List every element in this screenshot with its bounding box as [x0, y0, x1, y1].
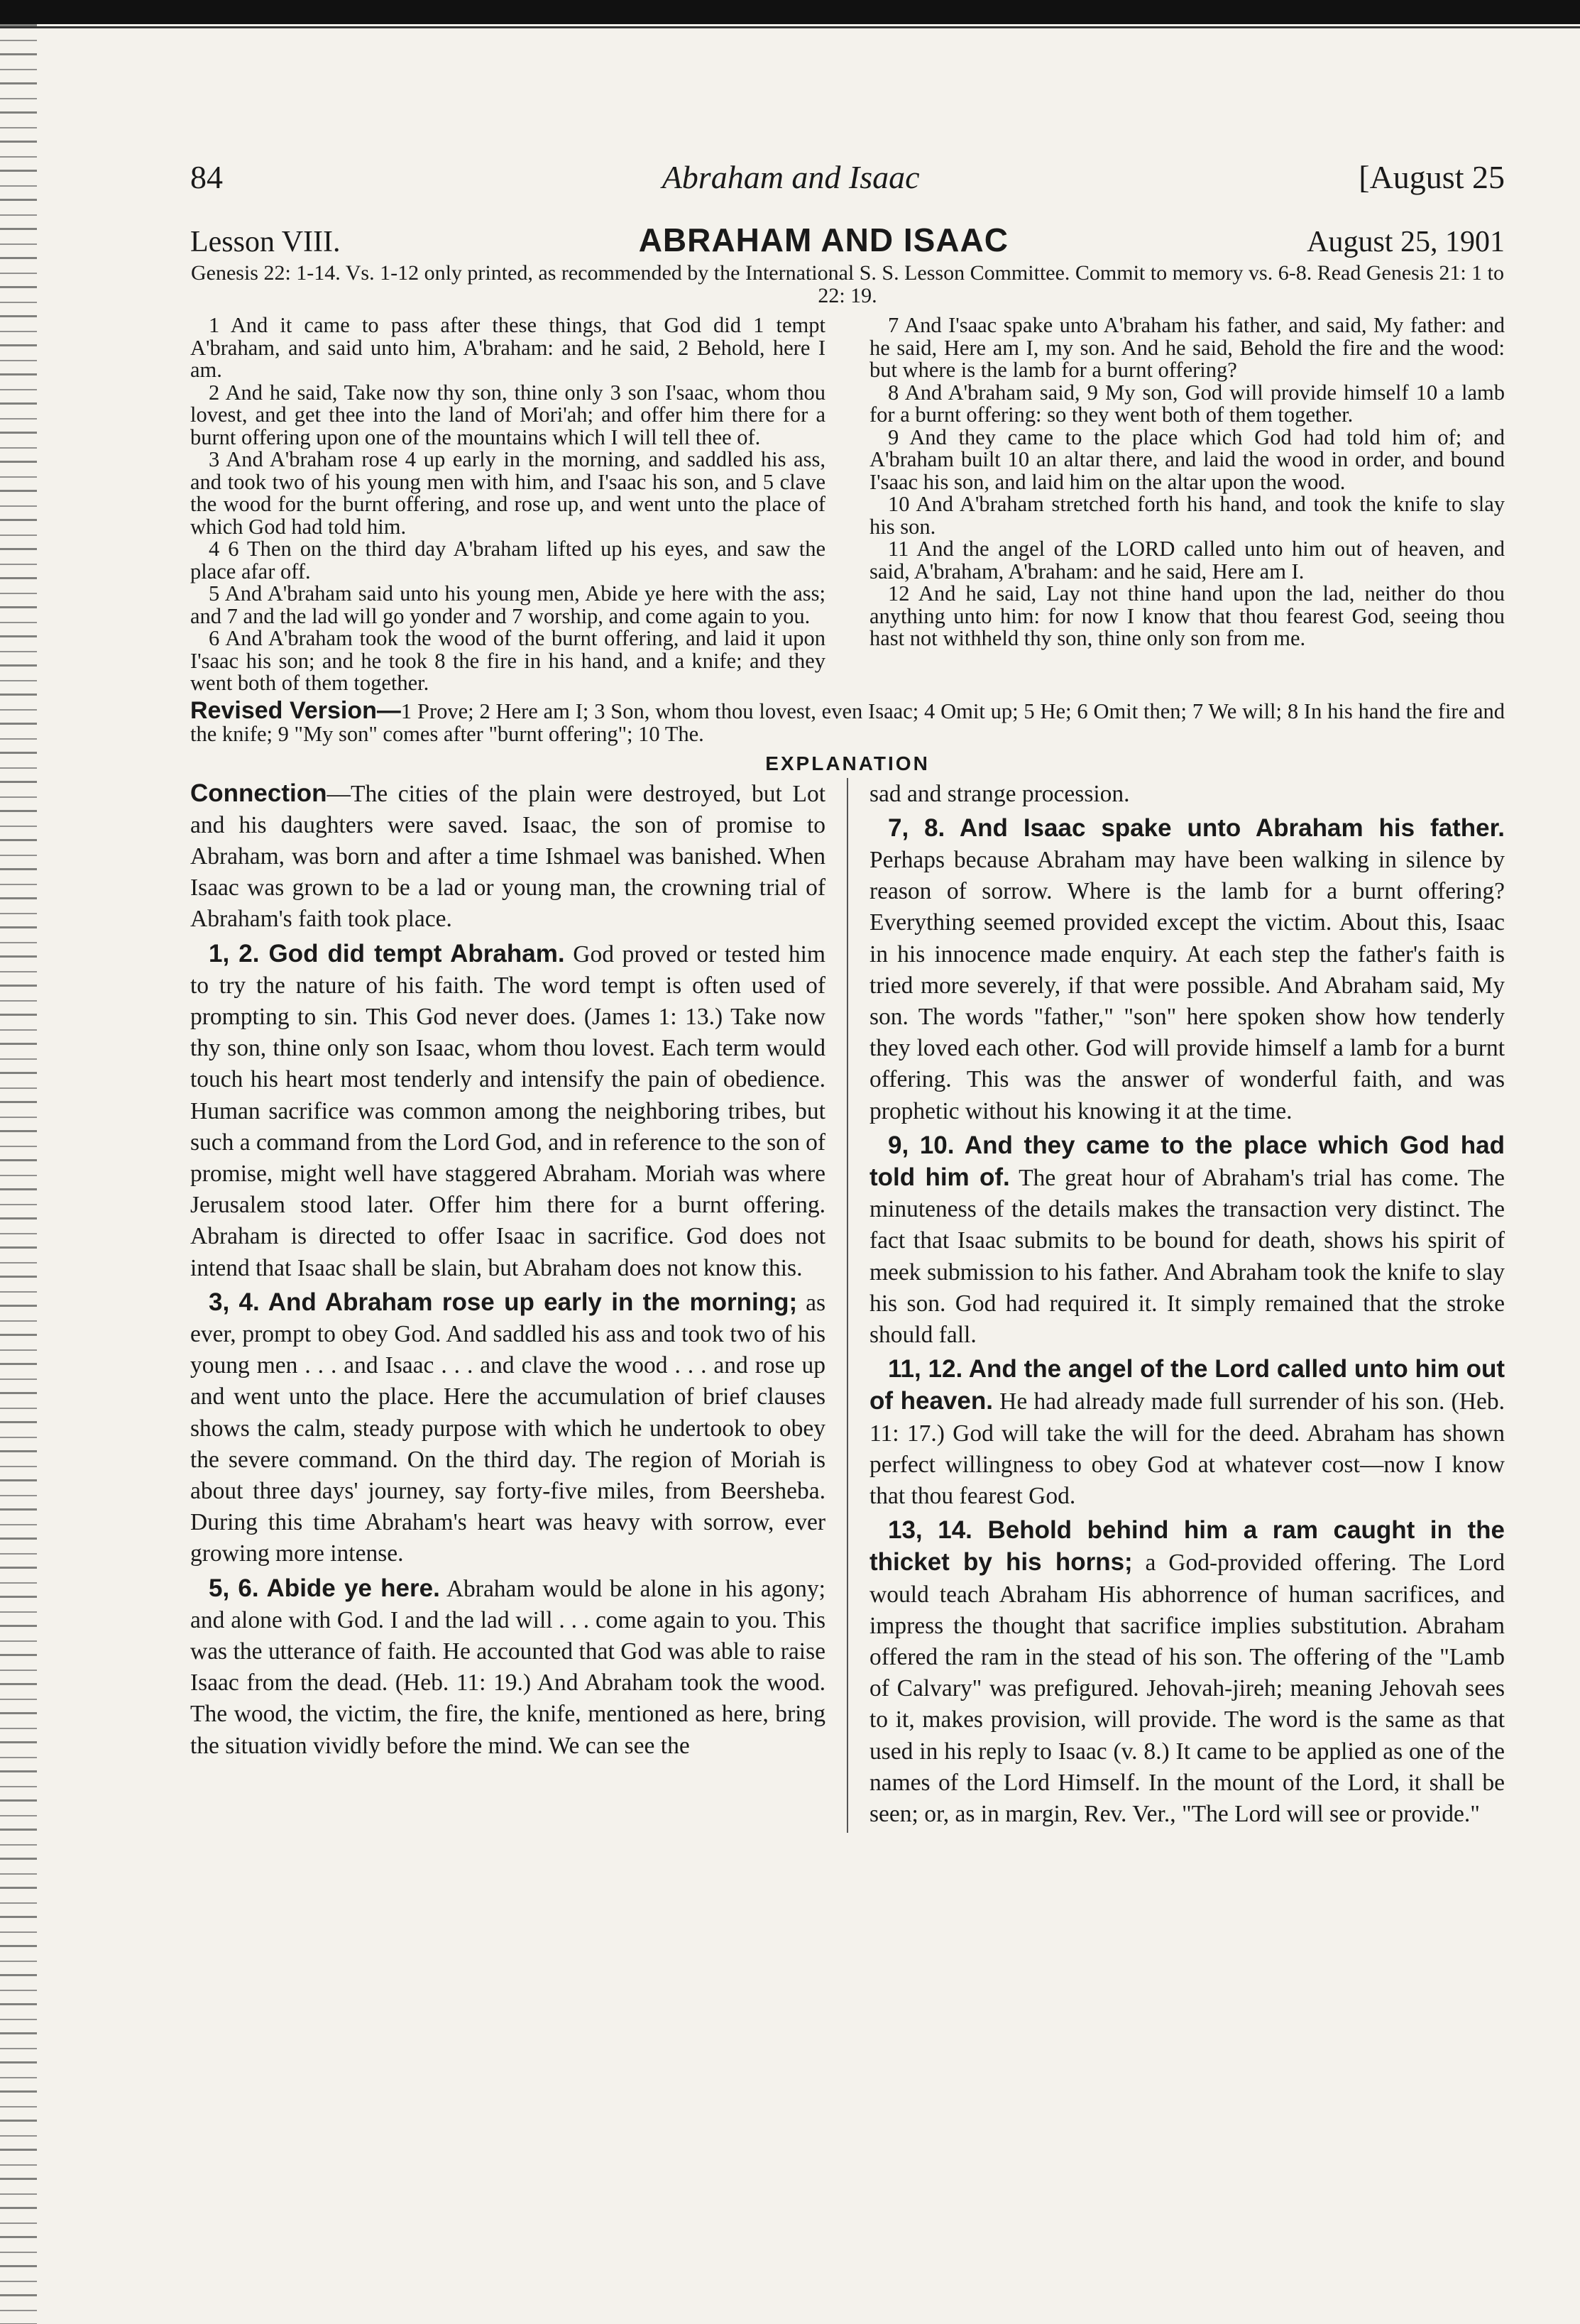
paragraph-lead: 13, 14. Behold behind him a ram caught in the thicket by his horns;: [869, 1516, 1505, 1577]
paragraph: [869, 1515, 1505, 1830]
explanation-right: [869, 778, 1505, 1834]
column-divider: [847, 778, 848, 1834]
paragraph-text: God proved or tested him to try the nature of his faith. The word tempt is often used of prompting to sin. This God never does. (James 1: 13.) Take now thy son, thine only son Isaac, whom thou lovest. Each term would touch his heart most tenderly and intensify the pain of obedience. Human sacrifice was common among the neighboring tribes, but such a command from the Lord God, and in reference to the son of promise, might well have staggered Abraham. Moriah was where Jerusalem stood later. Offer him there for a burnt offering. Abraham is directed to offer Isaac in sacrifice. God does not intend that Isaac shall be slain, but Abraham does not know this.: [190, 941, 825, 1281]
paragraph: [190, 1573, 825, 1762]
paragraph-text: Abraham would be alone in his agony; and alone with God. I and the lad will . . . come again to you. This was the utterance of faith. He accounted that God was able to raise Isaac from the dead. (Heb. 11: 19.) And Abraham took the wood. The wood, the victim, the fire, the knife, mentioned as here, bring the situation vividly before the mind. We can see the: [190, 1575, 825, 1759]
paragraph-lead: 3, 4. And Abraham rose up early in the morning;: [209, 1288, 798, 1316]
paragraph: [190, 1287, 825, 1570]
running-header: [190, 158, 1505, 197]
paragraph-text: He had already made full surrender of his son. (Heb. 11: 17.) God will take the will for the deed. Abraham has shown perfect willingness to obey God at whatever cost—now I know that thou fearest God.: [869, 1388, 1505, 1509]
date-tag: [August 25: [1359, 159, 1505, 195]
paragraph-text: Perhaps because Abraham may have been walking in silence by reason of sorrow. Where is the lamb for a burnt offering? Everything seemed provided except the victim. About this, Isaac in his innocence made enquiry. At each step the father's faith is tried more severely, if that were possible. And Abraham said, My son. The words "father," "son" here spoken show how tenderly they loved each other. God will provide himself a lamb for a burnt offering. This was the answer of wonderful faith, and was prophetic without his knowing it at the time.: [869, 846, 1505, 1124]
scripture-columns: [190, 314, 1505, 695]
verse: 9 And they came to the place which God had told him of; and A'braham built 10 an altar there, and laid the wood in order, and bound I'saac his son, and laid him on the altar upon the wood.: [869, 424, 1505, 494]
verse: 7 And I'saac spake unto A'braham his father, and said, My father: and he said, Here am I, my son. And he said, Behold the fire and the wood: but where is the lamb for a burnt offering?: [869, 313, 1505, 382]
revised-version: [190, 696, 1505, 746]
paragraph-lead: 9, 10. And they came to the place which God had told him of.: [869, 1131, 1505, 1191]
scripture-right: [869, 314, 1505, 695]
explanation-left: [190, 778, 825, 1834]
lesson-number: Lesson VIII.: [190, 226, 341, 258]
verse: 10 And A'braham stretched forth his hand, and took the knife to slay his son.: [869, 492, 1505, 539]
lesson-reference: Genesis 22: 1-14. Vs. 1-12 only printed, as recommended by the International S. S. Lesson Committee. Commit to memory vs. 6-8. Read Genesis 21: 1 to 22: 19.: [190, 261, 1505, 307]
revised-version-text: 1 Prove; 2 Here am I; 3 Son, whom thou lovest, even Isaac; 4 Omit up; 5 He; 6 Omit then; 7 We will; 8 In his hand the fire and the knife; 9 "My son" comes after "burnt offering"; 10 The.: [190, 698, 1505, 746]
running-title: Abraham and Isaac: [662, 159, 920, 195]
paragraph-lead: 11, 12. And the angel of the Lord called unto him out of heaven.: [869, 1355, 1505, 1415]
verse: 6 And A'braham took the wood of the burnt offering, and laid it upon I'saac his son; and he took 8 the fire in his hand, and a knife; and they went both of them together.: [190, 626, 825, 695]
paragraph-text: as ever, prompt to obey God. And saddled his ass and took two of his young men . . . and Isaac . . . and clave the wood . . . and rose up and went unto the place. Here the accumulation of brief clauses shows the calm, steady purpose with which he undertook to obey the severe command. On the third day. The region of Moriah is about three days' journey, say forty-five miles, from Beersheba. During this time Abraham's heart was heavy with sorrow, ever growing more intense.: [190, 1289, 826, 1567]
lesson-date: August 25, 1901: [1307, 226, 1505, 258]
verse: 5 And A'braham said unto his young men, Abide ye here with the ass; and 7 and the lad will go yonder and 7 worship, and come again to you.: [190, 581, 825, 628]
verse: 1 And it came to pass after these things, that God did 1 tempt A'braham, and said unto him, A'braham: and he said, 2 Behold, here I am.: [190, 313, 825, 382]
paragraph: [869, 1130, 1505, 1351]
paragraph-text: The great hour of Abraham's trial has come. The minuteness of the details makes the transaction very distinct. The fact that Isaac submits to be bound for death, shows his spirit of meek submission to his father. And Abraham took the knife to slay his son. God had required it. It simply remained that the stroke should fall.: [869, 1164, 1505, 1348]
verse: 2 And he said, Take now thy son, thine only 3 son I'saac, whom thou lovest, and get thee into the land of Mori'ah; and offer him there for a burnt offering upon one of the mountains which I will tell thee of.: [190, 380, 825, 449]
lesson-title: ABRAHAM AND ISAAC: [638, 221, 1009, 258]
verse: 11 And the angel of the LORD called unto him out of heaven, and said, A'braham, A'braham: and he said, Here am I.: [869, 537, 1505, 583]
explanation-columns: [190, 778, 1505, 1834]
scripture-left: [190, 314, 825, 695]
paragraph-lead: Connection: [190, 779, 327, 807]
binding-edge: [0, 24, 37, 2324]
verse: 12 And he said, Lay not thine hand upon the lad, neither do thou anything unto him: for now I know that thou fearest God, seeing thou hast not withheld thy son, thine only son from me.: [869, 581, 1505, 650]
lesson-heading: [190, 221, 1505, 261]
page-number: 84: [190, 159, 223, 195]
paragraph: [869, 778, 1505, 810]
paragraph-text: sad and strange procession.: [869, 780, 1130, 807]
verse: 3 And A'braham rose 4 up early in the morning, and saddled his ass, and took two of his young men with him, and I'saac his son, and 5 clave the wood for the burnt offering, and rose up, and went unto the place of which God had told him.: [190, 447, 825, 539]
explanation-title: EXPLANATION: [765, 752, 930, 774]
paragraph: [190, 938, 825, 1284]
paragraph-text: —The cities of the plain were destroyed, but Lot and his daughters were saved. Isaac, the son of promise to Abraham, was born and after a time Ishmael was banished. When Isaac was grown to be a lad or young man, the crowning trial of Abraham's faith took place.: [190, 780, 825, 933]
paragraph-text: a God-provided offering. The Lord would teach Abraham His abhorrence of human sacrifices, and impress the thought that sacrifice implies substitution. Abraham offered the ram in the stead of his son. The offering of the "Lamb of Calvary" was prefigured. Jehovah-jireh; meaning Jehovah sees to it, makes provision, will provide. The word is the same as that used in his reply to Isaac (v. 8.) It came to be applied as one of the names of the Lord Himself. In the mount of the Lord, it shall be seen; or, as in margin, Rev. Ver., "The Lord will see or provide.": [869, 1550, 1505, 1827]
verse: 8 And A'braham said, 9 My son, God will provide himself 10 a lamb for a burnt offering: so they went both of them together.: [869, 380, 1505, 427]
page-content: [190, 158, 1505, 1833]
revised-version-label: Revised Version—: [190, 696, 401, 724]
paragraph: [190, 778, 825, 936]
paragraph: [869, 813, 1505, 1127]
paragraph-lead: 7, 8. And Isaac spake unto Abraham his father.: [888, 813, 1505, 842]
paragraph-lead: 1, 2. God did tempt Abraham.: [209, 939, 565, 968]
verse: 4 6 Then on the third day A'braham lifted up his eyes, and saw the place afar off.: [190, 537, 825, 583]
paragraph-lead: 5, 6. Abide ye here.: [209, 1574, 440, 1602]
paragraph: [869, 1354, 1505, 1512]
top-rule: [0, 0, 1580, 24]
